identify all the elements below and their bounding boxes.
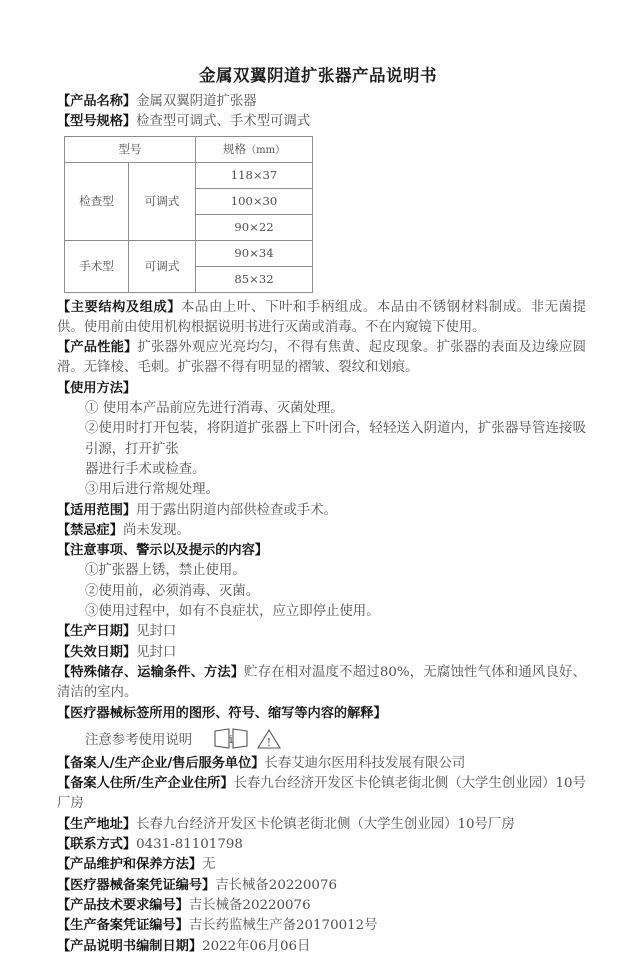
field-warnings-label <box>57 541 586 561</box>
field-value: 检查型可调式、手术型可调式 <box>136 114 311 130</box>
cell-adjust: 可调式 <box>129 162 196 240</box>
field-value: 见封口 <box>136 644 177 660</box>
field-value: 本品由上叶、下叶和手柄组成。本品由不锈钢材料制成。非无菌提供。使用前由使用机构根据说明书进行灭菌或消毒。不在内窥镜下使用。 <box>57 299 587 335</box>
field-value: 吉长械备20220076 <box>188 897 311 913</box>
field-registrant <box>57 754 586 774</box>
field-label: 【医疗器械标签所用的图形、符号、缩写等内容的解释】 <box>57 705 387 721</box>
cell-size: 85×32 <box>196 266 313 292</box>
table-row <box>65 240 313 266</box>
field-model-spec <box>57 112 586 132</box>
field-scope <box>57 501 586 521</box>
field-label: 【产品性能】 <box>57 340 138 356</box>
cell-type: 手术型 <box>65 240 129 292</box>
field-value: 2022年06月06日 <box>202 938 311 954</box>
field-contact <box>57 835 586 855</box>
field-value: 尚未发现。 <box>122 522 190 538</box>
field-value: 0431-81101798 <box>136 837 243 853</box>
field-label: 【联系方式】 <box>57 837 137 853</box>
header-spec-unit: （mm） <box>246 145 286 157</box>
field-value: 金属双翼阴道扩张器 <box>136 94 257 109</box>
field-label: 【失效日期】 <box>57 644 137 660</box>
field-value: 见封口 <box>136 624 177 640</box>
warning-item-3: ③使用过程中，如有不良症状，应立即停止使用。 <box>85 604 380 620</box>
field-value: 扩张器外观应光亮均匀，不得有焦黄、起皮现象。扩张器的表面及边缘应圆滑。无锋棱、毛刺。扩张器不得有明显的褶皱、裂纹和划痕。 <box>57 340 587 376</box>
field-value: 长春九台经济开发区卡伦镇老街北侧（大学生创业园）10号厂房 <box>57 776 586 812</box>
table-header-spec <box>196 136 313 162</box>
spec-table <box>64 136 313 293</box>
field-value: 无 <box>202 857 216 873</box>
field-label: 【适用范围】 <box>57 502 137 518</box>
table-header-model: 型号 <box>65 136 196 162</box>
field-value: 长春艾迪尔医用科技发展有限公司 <box>264 755 466 771</box>
header-spec-text: 规格 <box>222 142 247 157</box>
field-label: 【生产地址】 <box>57 816 137 832</box>
field-maintenance <box>57 855 586 875</box>
field-value: 吉长械备20220076 <box>215 877 337 893</box>
field-contraindication <box>57 521 586 541</box>
field-value: 吉长药监械生产备20170012号 <box>188 918 378 934</box>
document-body <box>0 92 636 133</box>
field-label: 【使用方法】 <box>57 380 137 396</box>
cell-type: 检查型 <box>65 162 129 240</box>
field-label: 【特殊储存、运输条件、方法】 <box>57 664 245 680</box>
field-usage-label <box>57 379 586 399</box>
symbol-caption: 注意参考使用说明 <box>85 733 193 749</box>
field-label: 【主要结构及组成】 <box>57 299 182 315</box>
cell-adjust: 可调式 <box>129 240 196 292</box>
usage-step-2-cont: 器进行手术或检查。 <box>85 461 206 477</box>
field-label: 【生产备案凭证编号】 <box>57 918 189 934</box>
field-label: 【生产日期】 <box>57 624 137 640</box>
field-label: 【产品技术要求编号】 <box>57 897 189 913</box>
field-tech-req-no <box>57 896 586 916</box>
field-structure <box>57 298 586 339</box>
field-production-address <box>57 815 586 835</box>
field-registrant-address <box>57 774 586 815</box>
warning-triangle-icon <box>256 728 282 750</box>
usage-step-2-text: ②使用时打开包装，将阴道扩张器上下叶闭合，轻轻送入阴道内，扩张器导管连接吸引源，打开扩张 <box>85 421 586 457</box>
symbol-explanation-row <box>57 724 586 754</box>
field-label: 【备案人住所/生产企业住所】 <box>57 776 234 792</box>
field-label: 【禁忌症】 <box>57 522 123 538</box>
warning-item-1: ①扩张器上锈，禁止使用。 <box>85 563 246 579</box>
field-storage <box>57 663 586 704</box>
consult-instructions-icon <box>214 728 248 750</box>
field-value: 长春九台经济开发区卡伦镇老街北侧（大学生创业园）10号厂房 <box>136 816 515 832</box>
field-label: 【医疗器械备案凭证编号】 <box>57 877 216 893</box>
field-value: 贮存在相对温度不超过80%，无腐蚀性气体和通风良好、清洁的室内。 <box>57 664 587 701</box>
page-title: 金属双翼阴道扩张器产品说明书 <box>199 66 437 85</box>
symbol-icon-group <box>214 728 282 750</box>
document-body-lower <box>0 298 636 957</box>
table-header-row <box>65 136 313 162</box>
usage-step-1: ① 使用本产品前应先进行消毒、灭菌处理。 <box>85 401 344 417</box>
field-label: 【备案人/生产企业/售后服务单位】 <box>57 755 265 771</box>
field-performance <box>57 338 586 379</box>
field-manual-date <box>57 937 586 957</box>
warning-item-2: ②使用前，必须消毒、灭菌。 <box>85 583 260 599</box>
spec-table-container <box>0 133 636 298</box>
field-label: 【型号规格】 <box>57 114 137 130</box>
field-label: 【产品维护和保养方法】 <box>57 857 203 873</box>
field-production-date <box>57 622 586 642</box>
table-row <box>65 162 313 188</box>
cell-size: 100×30 <box>196 188 313 214</box>
field-device-record-no <box>57 876 586 896</box>
field-label: 【注意事项、警示以及提示的内容】 <box>57 543 268 559</box>
field-value: 用于露出阴道内部供检查或手术。 <box>136 502 337 518</box>
cell-size: 90×34 <box>196 240 313 266</box>
cell-size: 90×22 <box>196 214 313 240</box>
field-product-name <box>57 92 586 112</box>
svg-text:i: i <box>229 732 233 746</box>
field-symbols-label <box>57 704 586 724</box>
svg-text:!: ! <box>266 735 272 749</box>
usage-step-2 <box>57 419 586 460</box>
field-label: 【产品说明书编制日期】 <box>57 938 203 954</box>
field-expiry-date <box>57 643 586 663</box>
cell-size: 118×37 <box>196 162 313 188</box>
field-production-record-no <box>57 916 586 936</box>
usage-step-3: ③用后进行常规处理。 <box>85 482 219 498</box>
field-label: 【产品名称】 <box>57 94 137 109</box>
